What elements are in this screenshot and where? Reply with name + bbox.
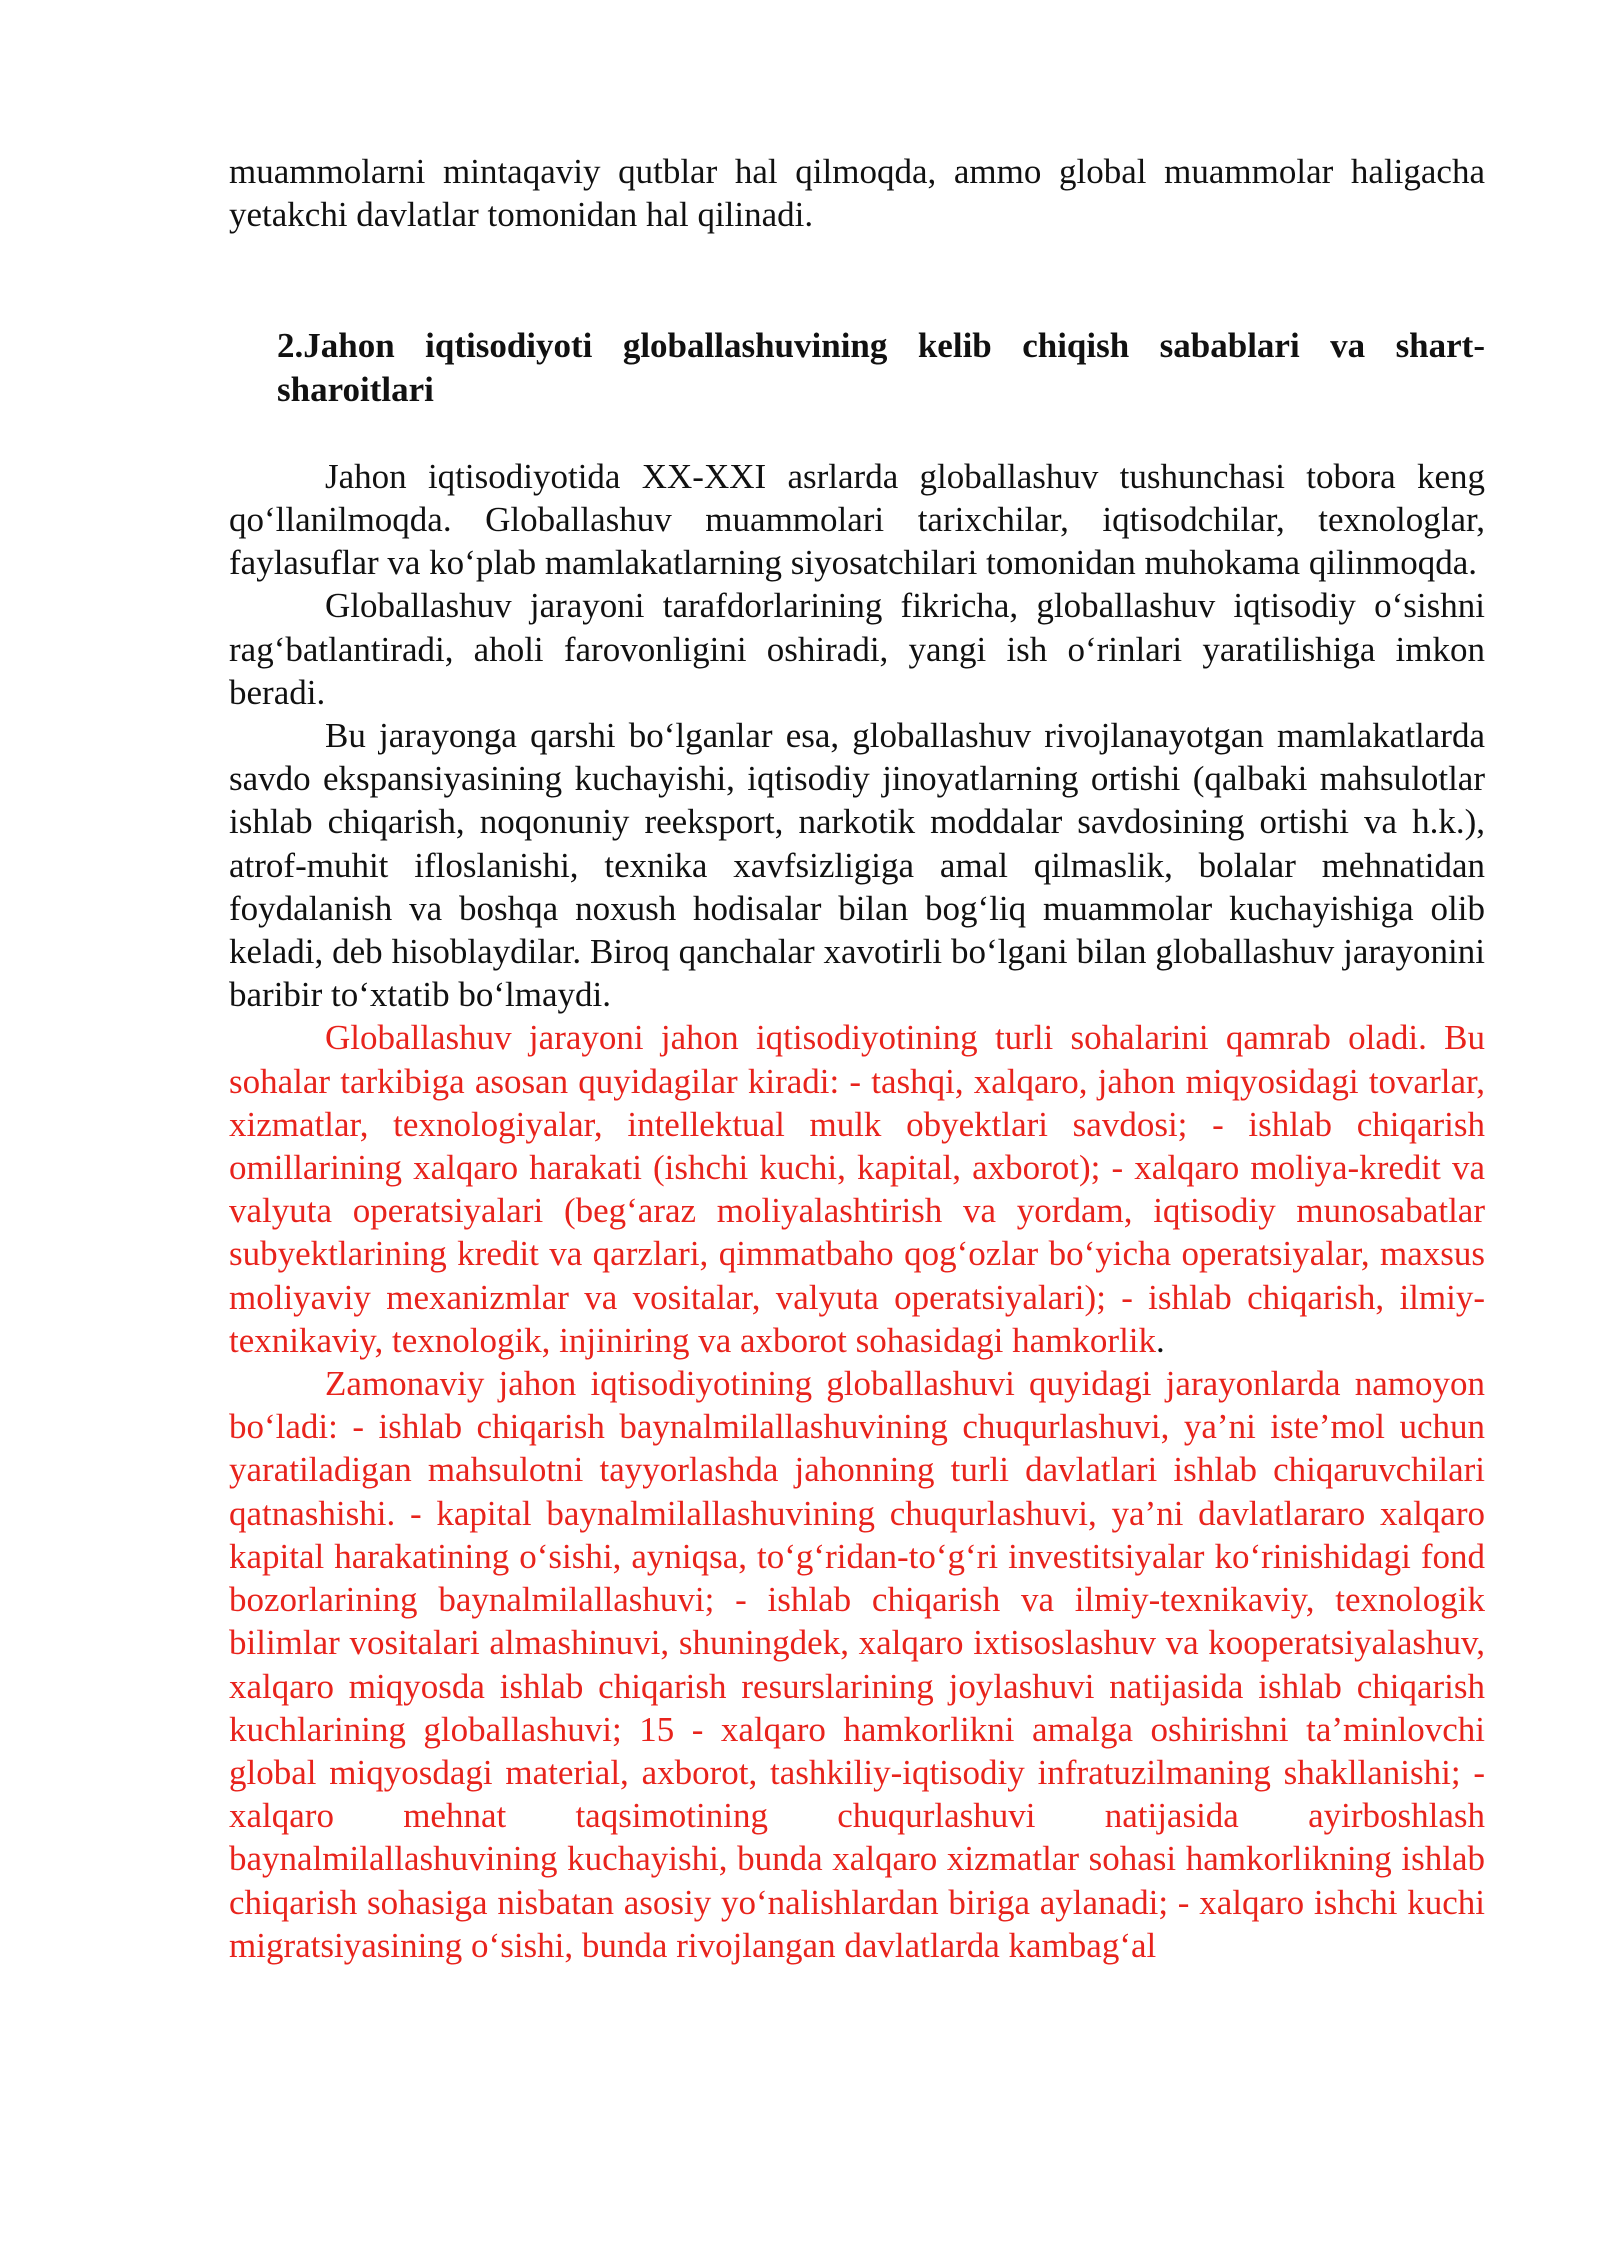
paragraph-globalization-spheres: [229, 1016, 1485, 1362]
paragraph-globalization-processes: Zamonaviy jahon iqtisodiyotining globallashuvi quyidagi jarayonlarda namoyon bo‘ladi: - ishlab chiqarish baynalmilallashuvining chuqurlashuvi, ya’ni iste’mol uchun yaratiladigan mahsulotni tayyorlashda jahonning turli davlatlari ishlab chiqaruvchilari qatnashishi. - kapital baynalmilallashuvining chuqurlashuvi, ya’ni davlatlararo xalqaro kapital harakatining o‘sishi, ayniqsa, to‘g‘ridan-to‘g‘ri investitsiyalar ko‘rinishidagi fond bozorlarining baynalmilallashuvi; - ishlab chiqarish va ilmiy-texnikaviy, texnologik bilimlar vositalari almashinuvi, shuningdek, xalqaro ixtisoslashuv va kooperatsiyalashuv, xalqaro miqyosda ishlab chiqarish resurslarining joylashuvi natijasida ishlab chiqarish kuchlarining globallashuvi; 15 - xalqaro hamkorlikni amalga oshirishni ta’minlovchi global miqyosdagi material, axborot, tashkiliy-iqtisodiy infratuzilmaning shakllanishi; - xalqaro mehnat taqsimotining chuqurlashuvi natijasida ayirboshlash baynalmilallashuvining kuchayishi, bunda xalqaro xizmatlar sohasi hamkorlikning ishlab chiqarish sohasiga nisbatan asosiy yo‘nalishlardan biriga aylanadi; - xalqaro ishchi kuchi migratsiyasining o‘sishi, bunda rivojlangan davlatlarda kambag‘al: [229, 1364, 1485, 1965]
section-heading: 2.Jahon iqtisodiyoti globallashuvining kelib chiqish sabablari va shart-sharoitlari: [277, 326, 1485, 409]
period-mark: .: [1156, 1320, 1165, 1360]
highlighted-text: Globallashuv jarayoni jahon iqtisodiyotining turli sohalarini qamrab oladi. Bu sohalar tarkibiga asosan quyidagilar kiradi: - tashqi, xalqaro, jahon miqyosidagi tovarlar, xizmatlar, texnologiyalar, intellektual mulk obyektlari savdosi; - ishlab chiqarish omillarining xalqaro harakati (ishchi kuchi, kapital, axborot); - xalqaro moliya-kredit va valyuta operatsiyalari (beg‘araz moliyalashtirish va yordam, iqtisodiy munosabatlar subyektlarining kredit va qarzlari, qimmatbaho qog‘ozlar bo‘yicha operatsiyalar, maxsus moliyaviy mexanizmlar va vositalar, valyuta operatsiyalari); - ishlab chiqarish, ilmiy-texnikaviy, texnologik, injiniring va axborot sohasidagi hamkorlik: [229, 1018, 1485, 1360]
document-page: [229, 150, 1485, 1967]
paragraph-globalization-term: Jahon iqtisodiyotida XX-XXI asrlarda globallashuv tushunchasi tobora keng qo‘llanilmoqda. Globallashuv muammolari tarixchilar, iqtisodchilar, texnologlar, faylasuflar va ko‘plab mamlakatlarning siyosatchilari tomonidan muhokama qilinmoqda.: [229, 456, 1485, 583]
paragraph-supporters-view: Globallashuv jarayoni tarafdorlarining fikricha, globallashuv iqtisodiy o‘sishni rag‘batlantiradi, aholi farovonligini oshiradi, yangi ish o‘rinlari yaratilishiga imkon beradi.: [229, 586, 1485, 712]
paragraph-continuation: muammolarni mintaqaviy qutblar hal qilmoqda, ammo global muammolar haligacha yetakchi davlatlar tomonidan hal qilinadi.: [229, 152, 1485, 235]
paragraph-opponents-view: Bu jarayonga qarshi bo‘lganlar esa, globallashuv rivojlanayotgan mamlakatlarda savdo ekspansiyasining kuchayishi, iqtisodiy jinoyatlarning ortishi (qalbaki mahsulotlar ishlab chiqarish, noqonuniy reeksport, narkotik moddalar savdosining ortishi va h.k.), atrof-muhit ifloslanishi, texnika xavfsizligiga amal qilmaslik, bolalar mehnatidan foydalanish va boshqa noxush hodisalar bilan bog‘liq muammolar kuchayishiga olib keladi, deb hisoblaydilar. Biroq qanchalar xavotirli bo‘lgani bilan globallashuv jarayonini baribir to‘xtatib bo‘lmaydi.: [229, 716, 1485, 1015]
